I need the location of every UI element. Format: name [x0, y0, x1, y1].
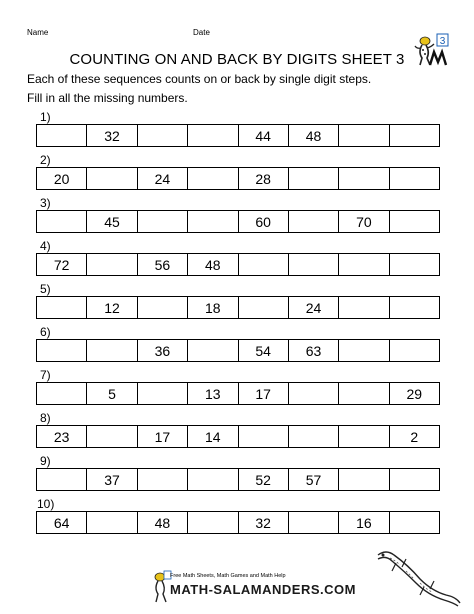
- footer-tagline: Free Math Sheets, Math Games and Math Help: [170, 573, 286, 579]
- given-number: 17: [238, 383, 288, 404]
- sequence-row: [36, 339, 440, 362]
- given-number: 14: [187, 426, 237, 447]
- question-number: 2): [40, 153, 51, 167]
- given-number: 48: [137, 512, 187, 533]
- answer-blank[interactable]: [288, 168, 338, 189]
- answer-blank[interactable]: [338, 297, 388, 318]
- answer-blank[interactable]: [288, 512, 338, 533]
- logo-number: 3: [439, 36, 446, 47]
- answer-blank[interactable]: [137, 211, 187, 232]
- lizard-drawing: [372, 545, 462, 614]
- answer-blank[interactable]: [288, 383, 338, 404]
- given-number: 17: [137, 426, 187, 447]
- answer-blank[interactable]: [86, 254, 136, 275]
- sequence-row: [36, 210, 440, 233]
- answer-blank[interactable]: [137, 125, 187, 146]
- sequence-row: [36, 296, 440, 319]
- answer-blank[interactable]: [288, 254, 338, 275]
- answer-blank[interactable]: [37, 297, 86, 318]
- answer-blank[interactable]: [389, 297, 439, 318]
- answer-blank[interactable]: [338, 469, 388, 490]
- given-number: 12: [86, 297, 136, 318]
- question-number: 3): [40, 196, 51, 210]
- given-number: 2: [389, 426, 439, 447]
- given-number: 36: [137, 340, 187, 361]
- page-title: COUNTING ON AND BACK BY DIGITS SHEET 3: [69, 51, 405, 68]
- given-number: 29: [389, 383, 439, 404]
- answer-blank[interactable]: [288, 426, 338, 447]
- question-number: 4): [40, 239, 51, 253]
- sequence-row: [36, 468, 440, 491]
- answer-blank[interactable]: [338, 383, 388, 404]
- answer-blank[interactable]: [86, 340, 136, 361]
- answer-blank[interactable]: [37, 469, 86, 490]
- answer-blank[interactable]: [238, 426, 288, 447]
- given-number: 48: [187, 254, 237, 275]
- answer-blank[interactable]: [137, 469, 187, 490]
- answer-blank[interactable]: [187, 512, 237, 533]
- given-number: 63: [288, 340, 338, 361]
- sequence-row: [36, 425, 440, 448]
- answer-blank[interactable]: [187, 340, 237, 361]
- answer-blank[interactable]: [389, 168, 439, 189]
- given-number: 70: [338, 211, 388, 232]
- given-number: 23: [53, 428, 70, 445]
- sequence-row: [36, 124, 440, 147]
- sequence-row: [36, 167, 440, 190]
- answer-blank[interactable]: [238, 297, 288, 318]
- instruction-line-1: Each of these sequences counts on or back by single digit steps.: [27, 72, 372, 86]
- answer-blank[interactable]: [137, 383, 187, 404]
- answer-blank[interactable]: [187, 211, 237, 232]
- given-number: 18: [187, 297, 237, 318]
- given-number: 44: [238, 125, 288, 146]
- answer-blank[interactable]: [338, 125, 388, 146]
- given-number: 48: [288, 125, 338, 146]
- answer-blank[interactable]: [389, 340, 439, 361]
- answer-blank[interactable]: [137, 297, 187, 318]
- footer-salamander-icon: [150, 570, 172, 604]
- given-number: 37: [86, 469, 136, 490]
- answer-blank[interactable]: [86, 512, 136, 533]
- given-number: 24: [288, 297, 338, 318]
- answer-blank[interactable]: [187, 168, 237, 189]
- question-number: 9): [40, 454, 51, 468]
- footer-brand: MATH-SALAMANDERS.COM: [170, 582, 356, 597]
- question-number: 8): [40, 411, 51, 425]
- given-number: 45: [86, 211, 136, 232]
- given-number: 28: [238, 168, 288, 189]
- question-number: 6): [40, 325, 51, 339]
- given-number: 20: [53, 170, 70, 187]
- given-number: 16: [338, 512, 388, 533]
- answer-blank[interactable]: [338, 254, 388, 275]
- answer-blank[interactable]: [389, 469, 439, 490]
- question-number: 5): [40, 282, 51, 296]
- answer-blank[interactable]: [389, 211, 439, 232]
- answer-blank[interactable]: [389, 254, 439, 275]
- question-number: 10): [37, 497, 55, 511]
- answer-blank[interactable]: [338, 426, 388, 447]
- given-number: 32: [238, 512, 288, 533]
- answer-blank[interactable]: [338, 168, 388, 189]
- given-number: 13: [187, 383, 237, 404]
- answer-blank[interactable]: [338, 340, 388, 361]
- given-number: 54: [238, 340, 288, 361]
- name-label: Name: [27, 28, 49, 37]
- sequence-row: [36, 382, 440, 405]
- answer-blank[interactable]: [86, 168, 136, 189]
- answer-blank[interactable]: [238, 254, 288, 275]
- answer-blank[interactable]: [389, 512, 439, 533]
- given-number: 24: [137, 168, 187, 189]
- question-number: 1): [40, 110, 51, 124]
- answer-blank[interactable]: [187, 469, 237, 490]
- given-number: 72: [53, 256, 70, 273]
- given-number: 56: [137, 254, 187, 275]
- given-number: 52: [238, 469, 288, 490]
- sequence-row: [36, 511, 440, 534]
- given-number: 60: [238, 211, 288, 232]
- date-label: Date: [193, 28, 210, 37]
- answer-blank[interactable]: [37, 211, 86, 232]
- sequence-row: [36, 253, 440, 276]
- question-number: 7): [40, 368, 51, 382]
- answer-blank[interactable]: [37, 383, 86, 404]
- given-number: 32: [86, 125, 136, 146]
- answer-blank[interactable]: [389, 125, 439, 146]
- answer-blank[interactable]: [288, 211, 338, 232]
- given-number: 57: [288, 469, 338, 490]
- answer-blank[interactable]: [86, 426, 136, 447]
- answer-blank[interactable]: [187, 125, 237, 146]
- answer-blank[interactable]: [37, 125, 86, 146]
- given-number: 64: [53, 514, 70, 531]
- answer-blank[interactable]: [37, 340, 86, 361]
- instruction-line-2: Fill in all the missing numbers.: [27, 91, 188, 105]
- given-number: 5: [86, 383, 136, 404]
